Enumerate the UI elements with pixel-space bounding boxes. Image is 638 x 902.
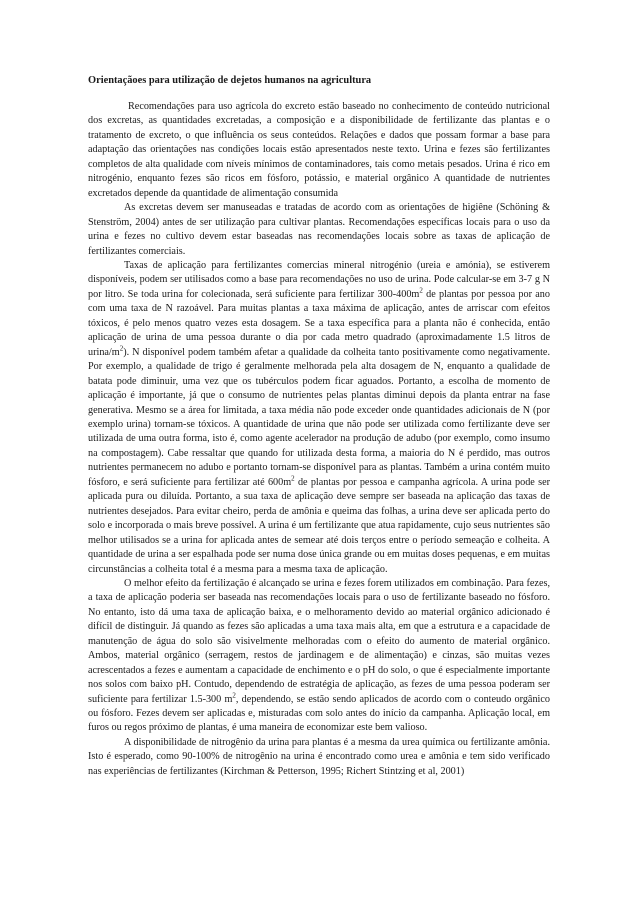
paragraph-text: O melhor efeito da fertilização é alcançado se urina e fezes forem utilizados em combinação. Para fezes, a taxa de aplicação poderia ser baseada nas recomendações locais para o uso de fertilizante baseado no fósforo. No entanto, isto dá uma taxa de aplicação baixa, e o melhoramento devido ao material orgânico adicionado é difícil de distinguir. Já quando as fezes são aplicadas a uma taxa mais alta, em que a estrutura e a capacidade de manutenção de água do solo são visivelmente melhoradas com o efeito do aumento de material orgânico. Ambos, material orgânico (serragem, restos de jardinagem e de alimentação) e cinzas, são muitas vezes acrescentados a fezes e aumentam a capacidade de enchimento e o pH do solo, o que é especialmente importante nos solos com baixo pH. Contudo, dependendo de estratégia de aplicação, as fezes de uma pessoa poderam ser suficiente para fertilizar 1.5-300 m [88,577,550,705]
paragraph-text: A disponibilidade de nitrogênio da urina para plantas é a mesma da urea química ou fertilizante amônia. Isto é esperado, como 90-100% de nitrogênio na urina é encontrado como urea e amônia e tem sido verificado nas experiências de fertilizantes (Kirchman & Petterson, 1995; Richert Stintzing et al, 2001) [88,736,550,777]
paragraph-text: Recomendações para uso agrícola do excreto estão baseado no conhecimento de conteúdo nutricional dos excretas, as quantidades excretadas, a composição e a disponibilidade de fertilizante das plantas e o tratamento de excreto, o que influência os seus conteúdos. Relações e dados que possam formar a base para adaptação das orientações nas condições locais estão apresentados neste texto. Urina e fezes são fertilizantes completos de alta qualidade com níveis mínimos de contaminadores, tais como metais pesados. Urina é rico em nitrogénio, enquanto fezes são ricos em fósforo, potássio, e material orgânico A quantidade de nutrientes excretados depende da quantidade de alimentação consumida [88,101,550,199]
paragraph-2 [88,201,550,259]
paragraph-text: ). N disponível podem também afetar a qualidade da colheita tanto positivamente como negativamente. Por exemplo, a qualidade de trigo é geralmente melhorada pela alta dosagem de N, enquanto a qualidade de batata pode diminuir, uma vez que os tubérculos podem ficar aguados. Portanto, a escolha de momento de aplicação é importante, já que o consumo de nutrientes pelas plantas diminui depois da planta entrar na fase generativa. Mesmo se a área for limitada, a taxa média não pode exceder onde quantidades adicionais de N (por exemplo urina) tornam-se tóxicos. A quantidade de urina que não pode ser utilizada como fertilizante deve ser utilizada de uma outra forma, isto é, como agente acelerador na produção de adubo (por exemplo, como insumo na compostagem). Cabe ressaltar que quando for utilizada desta forma, a maioria do N é perdido, mas outros nutrientes permanecem no adubo e portanto tornam-se disponível para as plantas. Também a urina contém muito fósforo, e será suficiente para fertilizar até 600m [88,346,550,488]
document-title: Orientaçãoes para utilização de dejetos humanos na agricultura [88,75,372,86]
superscript: 2 [232,691,236,700]
paragraph-text: de plantas por pessoa por ano com uma taxa de N razoável. Para muitas plantas a taxa máxima de aplicação, antes de arriscar com efeitos tóxicos, é pelo menos quatro vezes esta dosagem. Se a taxa específica para a planta não é conhecida, então aplicação de urina de uma pessoa durante o dia por cada metro quadrado (aproximadamente 1.5 litros de urina/m [88,288,550,358]
paragraph-text: As excretas devem ser manuseadas e tratadas de acordo com as orientações de higiêne (Schöning & Stenström, 2004) antes de ser utilização para cultivar plantas. Recomendações específicas locais para o uso da urina e fezes no cultivo devem estar baseadas nas recomendações locais sobre as taxas de aplicação de fertilizantes comerciais. [88,202,550,257]
superscript: 2 [419,286,423,295]
paragraph-text: Taxas de aplicação para fertilizantes comercias mineral nitrogénio (ureia e amónia), se estiverem disponíveis, podem ser utilisados como a base para recomendações no uso de urina. Pode calcular-se em 3-7 g N por litro. Se toda urina for colecionada, será suficiente para fertilizar 300-400m [88,259,550,300]
superscript: 2 [291,474,295,483]
paragraph-text: de plantas por pessoa e campanha agrícola. A urina pode ser aplicada pura ou diluída. Portanto, a sua taxa de aplicação deve sempre ser baseada na aplicação das taxas de nutrientes desejados. Para evitar cheiro, perda de amônia e queima das folhas, a urina deve ser aplicada perto do solo e incorporada o mais breve possível. A urina é um fertilizante que atua rapidamente, cujo seus nutrientes são melhor utilisados se a urina for aplicada antes de semear até dois terços entre o período semeação e colheita. A quantidade de urina a ser espalhada pode ser numa dose única grande ou em muitas doses pequenas, e em muitas circunstâncias a colheita total é a mesma para a mesma taxa de aplicação. [88,476,550,575]
superscript: 2 [119,344,124,353]
paragraph-text: , dependendo, se estão sendo aplicados de acordo com o conteudo orgânico ou fósforo. Fezes devem ser aplicadas e, misturadas com solo antes do início da campanha. Aplicação local, em furos ou regos próximo de plantas, é uma maneira de economizar este bem valioso. [88,693,550,734]
paragraph-1 [88,100,550,201]
paragraph-3 [88,259,550,577]
paragraph-5 [88,736,550,779]
document-page [88,74,550,779]
paragraph-4 [88,577,550,736]
